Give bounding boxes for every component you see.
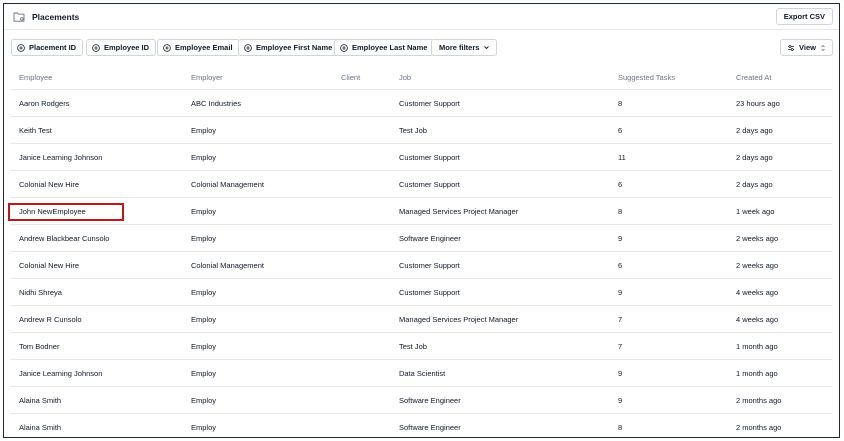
cell-job: Managed Services Project Manager [399,315,519,324]
table-row[interactable] [10,333,832,360]
cell-job: Customer Support [399,99,460,108]
sliders-icon [787,44,795,52]
cell-job: Software Engineer [399,396,461,405]
plus-circle-icon [92,44,100,52]
cell-job: Customer Support [399,288,460,297]
cell-job: Software Engineer [399,234,461,243]
cell-created-at: 2 months ago [736,423,782,432]
view-label: View [799,43,816,52]
table-row[interactable] [10,90,832,117]
chevron-up-down-icon [820,44,826,52]
cell-employee: Tom Bodner [19,342,60,351]
table-row[interactable] [10,252,832,279]
cell-job: Customer Support [399,153,460,162]
table-row[interactable] [10,306,832,333]
cell-suggested-tasks: 6 [618,126,623,135]
table-row[interactable] [10,414,832,438]
cell-suggested-tasks: 6 [618,261,623,270]
table-row[interactable] [10,360,832,387]
cell-employee: Alaina Smith [19,396,62,405]
cell-employer: Colonial Management [191,180,264,189]
cell-employer: Employ [191,396,217,405]
cell-job: Test Job [399,126,427,135]
plus-circle-icon [163,44,171,52]
cell-job: Customer Support [399,261,460,270]
cell-created-at: 1 week ago [736,207,775,216]
filter-placement-id[interactable] [11,39,83,56]
cell-suggested-tasks: 7 [618,315,623,324]
table-row[interactable] [10,144,832,171]
cell-suggested-tasks: 6 [618,180,623,189]
cell-suggested-tasks: 9 [618,396,623,405]
view-button[interactable] [780,39,833,56]
cell-suggested-tasks: 8 [618,207,623,216]
plus-circle-icon [17,44,25,52]
filter-employee-first-name[interactable] [238,39,339,56]
cell-created-at: 4 weeks ago [736,288,779,297]
cell-employee: Andrew Blackbear Cunsolo [19,234,110,243]
cell-job: Customer Support [399,180,460,189]
filter-label: Employee Email [175,43,233,52]
cell-created-at: 1 month ago [736,342,778,351]
table-row[interactable] [10,171,832,198]
cell-employee: Aaron Rodgers [19,99,70,108]
more-filters-label: More filters [439,43,480,52]
filter-employee-last-name[interactable] [334,39,434,56]
cell-employer: Colonial Management [191,261,264,270]
cell-job: Data Scientist [399,369,446,378]
column-header-client[interactable]: Client [341,73,361,82]
cell-employee: Nidhi Shreya [19,288,62,297]
page-title: Placements [32,12,80,22]
cell-employee: Keith Test [19,126,52,135]
filter-bar [4,30,839,62]
filter-employee-id[interactable] [86,39,156,56]
filter-label: Placement ID [29,43,77,52]
plus-circle-icon [244,44,252,52]
cell-suggested-tasks: 9 [618,369,623,378]
cell-suggested-tasks: 8 [618,423,623,432]
cell-suggested-tasks: 8 [618,99,623,108]
column-header-suggested-tasks[interactable]: Suggested Tasks [618,73,675,82]
cell-suggested-tasks: 9 [618,288,623,297]
cell-employer: Employ [191,207,217,216]
cell-job: Software Engineer [399,423,461,432]
cell-created-at: 4 weeks ago [736,315,779,324]
cell-created-at: 23 hours ago [736,99,780,108]
cell-employee: Janice Learning Johnson [19,153,103,162]
cell-employer: Employ [191,342,217,351]
cell-suggested-tasks: 9 [618,234,623,243]
cell-employer: Employ [191,315,217,324]
cell-created-at: 1 month ago [736,369,778,378]
cell-employer: Employ [191,126,217,135]
filter-label: Employee First Name [256,43,333,52]
table-row[interactable] [10,279,832,306]
table-row[interactable] [10,387,832,414]
folder-icon [13,11,25,22]
column-header-job[interactable]: Job [399,73,412,82]
cell-employee: John NewEmployee [19,207,86,216]
header-bar [4,4,839,30]
cell-employee: Colonial New Hire [19,180,80,189]
cell-employer: ABC Industries [191,99,242,108]
more-filters-button[interactable] [431,39,497,56]
cell-created-at: 2 days ago [736,153,773,162]
cell-created-at: 2 weeks ago [736,261,779,270]
export-csv-button[interactable]: Export CSV [776,8,833,25]
chevron-down-icon [483,44,490,51]
cell-suggested-tasks: 11 [618,153,626,162]
cell-created-at: 2 months ago [736,396,782,405]
filter-label: Employee Last Name [352,43,428,52]
column-header-employee[interactable]: Employee [19,73,53,82]
cell-employer: Employ [191,369,217,378]
cell-employer: Employ [191,153,217,162]
cell-employee: Alaina Smith [19,423,62,432]
cell-created-at: 2 days ago [736,180,773,189]
cell-employee: Janice Learning Johnson [19,369,103,378]
table-row[interactable] [10,117,832,144]
filter-employee-email[interactable] [157,39,240,56]
cell-employee: Andrew R Cunsolo [19,315,82,324]
table-header [10,64,832,90]
filter-label: Employee ID [104,43,150,52]
plus-circle-icon [340,44,348,52]
cell-employer: Employ [191,423,217,432]
cell-suggested-tasks: 7 [618,342,623,351]
cell-employee: Colonial New Hire [19,261,80,270]
column-header-employer[interactable]: Employer [191,73,223,82]
cell-created-at: 2 weeks ago [736,234,779,243]
placements-panel [3,3,840,438]
cell-created-at: 2 days ago [736,126,773,135]
table-row[interactable] [10,198,832,225]
cell-job: Test Job [399,342,427,351]
cell-employer: Employ [191,288,217,297]
cell-job: Managed Services Project Manager [399,207,519,216]
column-header-created-at[interactable]: Created At [736,73,772,82]
cell-employer: Employ [191,234,217,243]
table-body [10,90,832,438]
table-row[interactable] [10,225,832,252]
